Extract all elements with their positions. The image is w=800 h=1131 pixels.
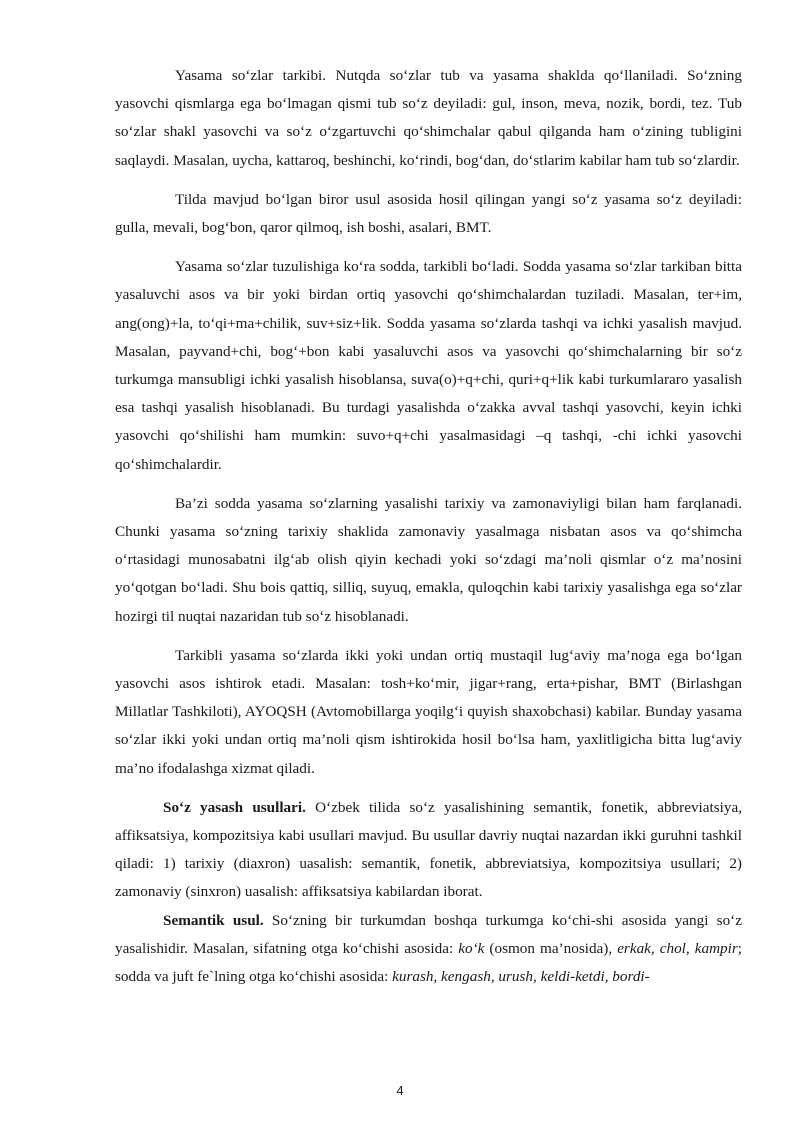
semantik-text-3: ; sodda va juft fe`lning otga ko‘chishi asosida: [115,939,742,986]
section-heading-usullari: So‘z yasash usullari. [163,798,306,816]
semantik-text-1: So‘zning bir turkumdan boshqa turkumga ko‘chi-shi asosida yangi so‘z yasalishidir. Masalan, sifatning otga ko‘chishi asosida: [115,911,742,957]
page-number: 4 [396,1083,404,1098]
semantik-example-2: erkak, chol, kampir [617,939,738,957]
paragraph-tarkibli: Tarkibli yasama so‘zlarda ikki yoki undan ortiq mustaqil lug‘aviy ma’noga ega bo‘lgan yasovchi asos ishtirok etadi. Masalan: tosh+ko‘mir, jigar+rang, erta+pishar, BMT (Birlashgan Millatlar Tashkiloti), AYOQSH (Avtomobillarga yoqilg‘i quyish shaxobchasi) kabilar. Bunday yasama so‘zlar ikki yoki undan ortiq ma’noli qism ishtirokida hosil bo‘lsa ham, yaxlitligicha bitta lug‘aviy ma’no ifodalashga xizmat qiladi. [115,646,742,777]
paragraph-yasama-tarkibi: Yasama so‘zlar tarkibi. Nutqda so‘zlar tub va yasama shaklda qo‘llaniladi. So‘zning yasovchi qismlarga ega bo‘lmagan qismi tub so‘z deyiladi: gul, inson, meva, nozik, bordi, tez. Tub so‘zlar shakl yasovchi va so‘z o‘zgartuvchi qo‘shimchalar qabul qilganda ham o‘zining tubligini saqlaydi. Masalan, uycha, kattaroq, beshinchi, ko‘rindi, bog‘dan, do‘stlarim kabilar ham tub so‘zlardir. [115,67,742,169]
section-text-usullari: O‘zbek tilida so‘z yasalishining semantik, fonetik, abbreviatsiya, affiksatsiya, kompozitsiya kabi usullari mavjud. Bu usullar davriy nuqtai nazardan ikki guruhni tashkil qiladi: 1) tarixiy (diaxron) uasalish: semantik, fonetik, abbreviatsiya, kompozitsiya usullari; 2) zamonaviy (sinxron) uasalish: affiksatsiya kabilardan iborat. [115,798,742,901]
paragraph-soz-yasash-usullari [115,794,742,907]
semantik-text-2: (osmon ma’nosida), [484,939,618,957]
paragraph-yasama-definition: Tilda mavjud bo‘lgan biror usul asosida hosil qilingan yangi so‘z yasama so‘z deyiladi: gulla, mevali, bog‘bon, qaror qilmoq, ish boshi, asalari, BMT. [115,190,742,237]
paragraph-tarixiy: Ba’zi sodda yasama so‘zlarning yasalishi tarixiy va zamonaviyligi bilan ham farqlanadi. Chunki yasama so‘zning tarixiy shaklida zamonaviy yasalmaga nisbatan asos va qo‘shimcha o‘rtasidagi munosabatni ilg‘ab olish qiyin kechadi yoki so‘zdagi ma’noli qismlar o‘z ma’nosini yo‘qotgan bo‘ladi. Shu bois qattiq, silliq, suyuq, emakla, quloqchin kabi tarixiy yasalishga ega so‘zlar hozirgi til nuqtai nazaridan tub so‘z hisoblanadi. [115,494,742,625]
paragraph-semantik-usul [115,907,742,992]
section-heading-semantik: Semantik usul. [163,911,264,929]
paragraph-tuzulishi: Yasama so‘zlar tuzulishiga ko‘ra sodda, tarkibli bo‘ladi. Sodda yasama so‘zlar tarkiban bitta yasaluvchi asos va bir yoki birdan ortiq yasovchi qo‘shimchalardan tuziladi. Masalan, ter+im, ang(ong)+la, to‘qi+ma+chilik, suv+siz+lik. Sodda yasama so‘zlarda tashqi va ichki yasalish mavjud. Masalan, payvand+chi, bog‘+bon kabi yasaluvchi asos va yasovchi qo‘shimchalarning bir so‘z turkumga mansubligi ichki yasalish hisoblansa, suva(o)+q+chi, quri+q+lik kabi turkumlararo yasalish esa tashqi yasalish hisoblanadi. Bu turdagi yasalishda o‘zakka avval tashqi yasovchi, keyin ichki yasovchi qo‘shilishi ham mumkin: suvo+q+chi yasalmasidagi –q tashqi, -chi ichki yasovchi qo‘shimchalardir. [115,258,742,473]
semantik-example-3: kurash, kengash, urush, keldi-ketdi, bordi- [392,968,650,986]
document-page [115,62,742,991]
semantik-example-1: ko‘k [458,939,485,957]
